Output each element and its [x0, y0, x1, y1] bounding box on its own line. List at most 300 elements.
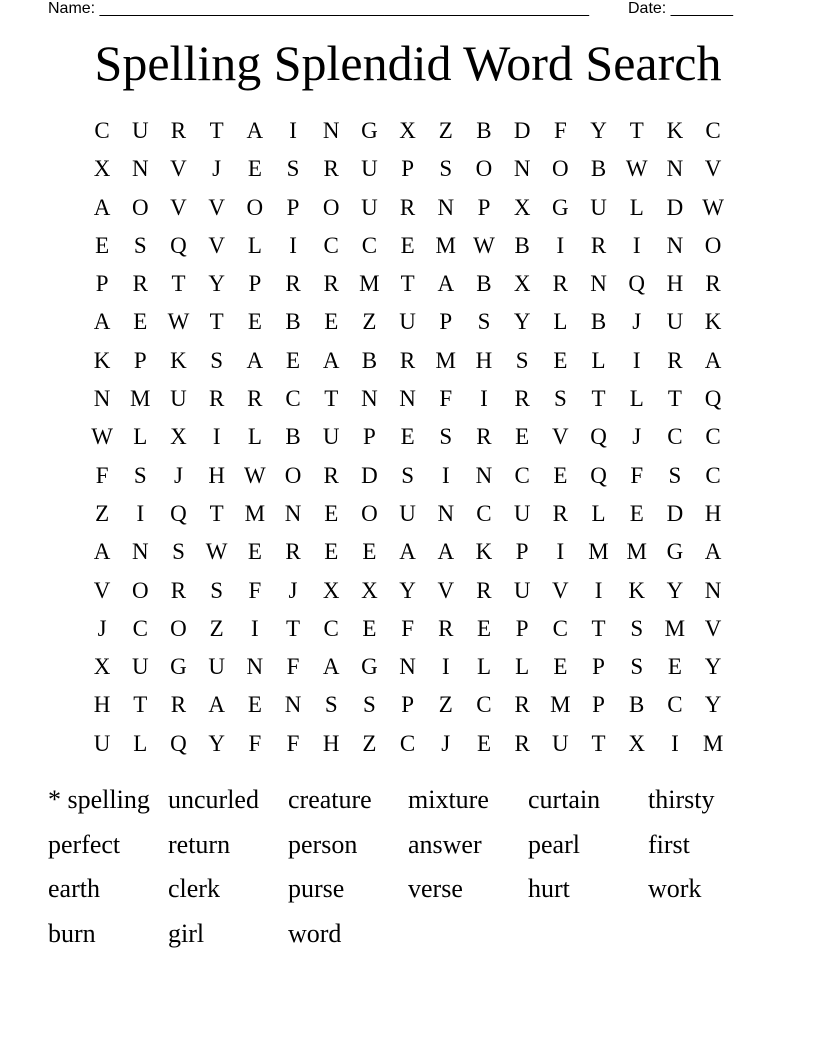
- grid-letter[interactable]: P: [286, 194, 300, 220]
- grid-letter[interactable]: I: [289, 118, 297, 143]
- grid-letter[interactable]: M: [130, 386, 151, 412]
- grid-letter[interactable]: V: [552, 424, 569, 450]
- grid-letter[interactable]: C: [667, 424, 683, 450]
- grid-letter[interactable]: G: [666, 539, 684, 565]
- grid-letter[interactable]: N: [131, 156, 149, 182]
- grid-letter[interactable]: O: [704, 232, 722, 258]
- grid-letter[interactable]: G: [361, 654, 378, 680]
- grid-letter[interactable]: H: [322, 730, 340, 756]
- grid-letter[interactable]: B: [514, 232, 530, 258]
- grid-letter[interactable]: T: [209, 118, 224, 143]
- grid-letter[interactable]: P: [401, 156, 414, 182]
- grid-letter[interactable]: X: [361, 577, 378, 603]
- grid-letter[interactable]: E: [362, 539, 377, 565]
- grid-letter[interactable]: L: [247, 424, 262, 450]
- grid-letter[interactable]: R: [552, 271, 569, 297]
- grid-letter[interactable]: S: [133, 462, 147, 488]
- grid-letter[interactable]: C: [705, 424, 721, 450]
- grid-letter[interactable]: E: [324, 500, 339, 526]
- grid-letter[interactable]: X: [513, 271, 531, 297]
- grid-letter[interactable]: L: [247, 232, 262, 258]
- grid-letter[interactable]: N: [131, 539, 149, 565]
- grid-letter[interactable]: Y: [704, 692, 722, 718]
- grid-letter[interactable]: R: [170, 118, 187, 143]
- grid-letter[interactable]: R: [590, 232, 607, 258]
- grid-letter[interactable]: C: [705, 462, 721, 488]
- grid-letter[interactable]: M: [435, 232, 456, 258]
- grid-letter[interactable]: M: [702, 730, 724, 756]
- grid-letter[interactable]: L: [133, 424, 148, 450]
- grid-letter[interactable]: T: [591, 730, 606, 756]
- grid-letter[interactable]: P: [477, 194, 491, 220]
- grid-letter[interactable]: N: [437, 194, 455, 220]
- grid-letter[interactable]: I: [212, 424, 221, 450]
- grid-letter[interactable]: Q: [704, 386, 722, 412]
- grid-letter[interactable]: R: [667, 347, 683, 373]
- grid-letter[interactable]: E: [324, 539, 339, 565]
- grid-letter[interactable]: R: [285, 539, 301, 565]
- grid-letter[interactable]: V: [208, 232, 225, 258]
- grid-letter[interactable]: G: [552, 194, 569, 220]
- grid-letter[interactable]: F: [95, 462, 109, 488]
- grid-letter[interactable]: C: [514, 462, 530, 488]
- word-list-item: pearl: [528, 829, 580, 859]
- grid-letter[interactable]: N: [475, 462, 493, 488]
- grid-letter[interactable]: M: [626, 539, 647, 565]
- grid-letter[interactable]: N: [513, 156, 531, 182]
- grid-letter[interactable]: O: [361, 500, 378, 526]
- grid-letter[interactable]: O: [170, 615, 187, 641]
- grid-letter[interactable]: M: [550, 692, 571, 718]
- grid-letter[interactable]: F: [248, 577, 262, 603]
- grid-letter[interactable]: R: [476, 424, 492, 450]
- grid-letter[interactable]: S: [286, 156, 300, 182]
- grid-letter[interactable]: R: [323, 462, 339, 488]
- grid-letter[interactable]: Y: [399, 577, 416, 603]
- grid-letter[interactable]: H: [208, 462, 225, 488]
- grid-letter[interactable]: Y: [590, 118, 607, 143]
- grid-letter[interactable]: C: [705, 118, 721, 143]
- grid-letter[interactable]: L: [591, 500, 606, 526]
- grid-letter[interactable]: W: [625, 156, 648, 182]
- grid-letter[interactable]: C: [476, 692, 492, 718]
- grid-letter[interactable]: T: [591, 386, 606, 412]
- grid-letter[interactable]: D: [666, 194, 684, 220]
- grid-letter[interactable]: R: [514, 730, 530, 756]
- grid-letter[interactable]: S: [439, 424, 453, 450]
- grid-letter[interactable]: E: [247, 539, 262, 565]
- grid-letter[interactable]: E: [400, 424, 415, 450]
- grid-letter[interactable]: C: [285, 386, 301, 412]
- grid-letter[interactable]: Q: [170, 500, 187, 526]
- grid-letter[interactable]: K: [475, 539, 493, 565]
- grid-letter[interactable]: Y: [666, 577, 684, 603]
- grid-letter[interactable]: J: [212, 156, 222, 182]
- grid-letter[interactable]: U: [552, 730, 569, 756]
- grid-letter[interactable]: I: [632, 232, 641, 258]
- grid-letter[interactable]: S: [210, 577, 224, 603]
- grid-letter[interactable]: W: [91, 424, 113, 450]
- grid-letter[interactable]: P: [401, 692, 414, 718]
- grid-letter[interactable]: L: [591, 347, 606, 373]
- grid-letter[interactable]: E: [476, 615, 491, 641]
- grid-letter[interactable]: F: [401, 615, 414, 641]
- grid-letter[interactable]: X: [399, 118, 416, 143]
- grid-letter[interactable]: O: [131, 194, 149, 220]
- grid-letter[interactable]: E: [629, 500, 644, 526]
- grid-letter[interactable]: V: [208, 194, 225, 220]
- grid-letter[interactable]: T: [209, 309, 224, 335]
- grid-letter[interactable]: Z: [438, 118, 453, 143]
- grid-letter[interactable]: R: [170, 577, 187, 603]
- grid-letter[interactable]: R: [476, 577, 492, 603]
- grid-letter[interactable]: T: [133, 692, 148, 718]
- grid-letter[interactable]: U: [131, 118, 149, 143]
- grid-letter[interactable]: P: [133, 347, 147, 373]
- grid-letter[interactable]: S: [363, 692, 376, 718]
- grid-letter[interactable]: R: [399, 347, 416, 373]
- grid-letter[interactable]: P: [515, 615, 529, 641]
- grid-letter[interactable]: T: [324, 386, 339, 412]
- grid-letter[interactable]: K: [628, 577, 646, 603]
- grid-letter[interactable]: H: [93, 692, 111, 718]
- grid-letter[interactable]: E: [247, 692, 262, 718]
- grid-letter[interactable]: Z: [95, 500, 110, 526]
- grid-letter[interactable]: R: [323, 156, 339, 182]
- grid-letter[interactable]: I: [480, 386, 488, 412]
- grid-letter[interactable]: M: [435, 347, 456, 373]
- grid-letter[interactable]: A: [208, 692, 225, 718]
- grid-letter[interactable]: L: [515, 654, 530, 680]
- grid-letter[interactable]: Z: [438, 692, 453, 718]
- grid-letter[interactable]: Y: [208, 271, 225, 297]
- grid-letter[interactable]: I: [632, 347, 641, 373]
- grid-letter[interactable]: K: [93, 347, 111, 373]
- grid-letter[interactable]: V: [170, 194, 187, 220]
- grid-letter[interactable]: X: [513, 194, 531, 220]
- grid-letter[interactable]: O: [131, 577, 149, 603]
- grid-letter[interactable]: A: [437, 271, 455, 297]
- grid-letter[interactable]: W: [205, 539, 228, 565]
- grid-letter[interactable]: J: [632, 309, 642, 335]
- grid-letter[interactable]: U: [131, 654, 149, 680]
- word-list-item: hurt: [528, 874, 570, 903]
- grid-letter[interactable]: Q: [628, 271, 646, 297]
- grid-letter[interactable]: H: [666, 271, 684, 297]
- grid-letter[interactable]: V: [437, 577, 455, 603]
- grid-letter[interactable]: N: [399, 654, 416, 680]
- grid-letter[interactable]: R: [323, 271, 339, 297]
- grid-letter[interactable]: E: [324, 309, 339, 335]
- grid-letter[interactable]: D: [666, 500, 684, 526]
- grid-letter[interactable]: E: [247, 309, 262, 335]
- grid-letter[interactable]: Q: [170, 730, 187, 756]
- grid-letter[interactable]: N: [590, 271, 607, 297]
- grid-letter[interactable]: N: [322, 118, 340, 143]
- word-list-item: purse: [288, 874, 345, 903]
- grid-letter[interactable]: U: [361, 194, 378, 220]
- grid-letter[interactable]: I: [289, 232, 297, 258]
- grid-letter[interactable]: V: [704, 156, 722, 182]
- grid-letter[interactable]: E: [400, 232, 415, 258]
- grid-letter[interactable]: L: [629, 194, 644, 220]
- grid-letter[interactable]: B: [285, 424, 301, 450]
- grid-letter[interactable]: Z: [209, 615, 224, 641]
- grid-letter[interactable]: N: [666, 156, 684, 182]
- grid-letter[interactable]: N: [246, 654, 264, 680]
- grid-letter[interactable]: T: [286, 615, 301, 641]
- grid-letter[interactable]: C: [399, 730, 416, 756]
- grid-letter[interactable]: N: [93, 386, 111, 412]
- grid-letter[interactable]: S: [668, 462, 682, 488]
- grid-letter[interactable]: S: [401, 462, 414, 488]
- grid-letter[interactable]: P: [592, 692, 605, 718]
- grid-letter[interactable]: E: [667, 654, 682, 680]
- grid-letter[interactable]: C: [361, 232, 378, 258]
- grid-letter[interactable]: B: [590, 309, 607, 335]
- grid-letter[interactable]: L: [476, 654, 491, 680]
- grid-letter[interactable]: W: [243, 462, 266, 488]
- word-list-item: clerk: [168, 874, 220, 903]
- grid-letter[interactable]: K: [666, 118, 684, 143]
- grid-letter[interactable]: S: [133, 232, 147, 258]
- grid-letter[interactable]: C: [552, 615, 569, 641]
- grid-letter[interactable]: T: [400, 271, 415, 297]
- grid-letter[interactable]: U: [513, 500, 531, 526]
- grid-letter[interactable]: B: [361, 347, 378, 373]
- grid-letter[interactable]: E: [553, 462, 568, 488]
- grid-letter[interactable]: I: [556, 232, 565, 258]
- grid-letter[interactable]: C: [323, 232, 339, 258]
- grid-letter[interactable]: A: [704, 539, 722, 565]
- grid-letter[interactable]: P: [439, 309, 453, 335]
- grid-letter[interactable]: U: [666, 309, 684, 335]
- grid-letter[interactable]: H: [704, 500, 722, 526]
- grid-letter[interactable]: V: [704, 615, 722, 641]
- grid-letter[interactable]: T: [591, 615, 606, 641]
- grid-letter[interactable]: C: [476, 500, 492, 526]
- grid-letter[interactable]: A: [246, 118, 264, 143]
- grid-letter[interactable]: O: [552, 156, 569, 182]
- grid-letter[interactable]: Z: [362, 309, 377, 335]
- grid-letter[interactable]: G: [361, 118, 378, 143]
- grid-letter[interactable]: U: [513, 577, 531, 603]
- grid-letter[interactable]: M: [664, 615, 686, 641]
- grid-letter[interactable]: B: [476, 118, 492, 143]
- grid-letter[interactable]: C: [323, 615, 339, 641]
- grid-letter[interactable]: S: [553, 386, 567, 412]
- grid-letter[interactable]: S: [439, 156, 453, 182]
- grid-letter[interactable]: J: [173, 462, 183, 488]
- grid-letter[interactable]: E: [133, 309, 148, 335]
- grid-letter[interactable]: Q: [170, 232, 187, 258]
- grid-letter[interactable]: N: [704, 577, 722, 603]
- grid-letter[interactable]: E: [95, 232, 110, 258]
- grid-letter[interactable]: S: [630, 615, 644, 641]
- grid-letter[interactable]: U: [322, 424, 340, 450]
- grid-letter[interactable]: F: [248, 730, 262, 756]
- grid-letter[interactable]: C: [132, 615, 148, 641]
- grid-letter[interactable]: B: [590, 156, 607, 182]
- grid-letter[interactable]: D: [361, 462, 378, 488]
- grid-letter[interactable]: M: [244, 500, 266, 526]
- grid-letter[interactable]: G: [170, 654, 187, 680]
- grid-letter[interactable]: R: [247, 386, 263, 412]
- grid-letter[interactable]: Y: [208, 730, 225, 756]
- grid-letter[interactable]: D: [513, 118, 531, 143]
- grid-letter[interactable]: X: [628, 730, 646, 756]
- grid-letter[interactable]: A: [93, 309, 111, 335]
- grid-letter[interactable]: W: [702, 194, 724, 220]
- grid-letter[interactable]: I: [671, 730, 679, 756]
- grid-letter[interactable]: P: [592, 654, 605, 680]
- grid-letter[interactable]: U: [399, 309, 416, 335]
- grid-letter[interactable]: Q: [590, 462, 607, 488]
- grid-letter[interactable]: X: [322, 577, 340, 603]
- grid-letter[interactable]: E: [476, 730, 491, 756]
- grid-letter[interactable]: T: [209, 500, 224, 526]
- grid-letter[interactable]: U: [590, 194, 607, 220]
- grid-letter[interactable]: T: [171, 271, 186, 297]
- grid-letter[interactable]: J: [97, 615, 107, 641]
- grid-letter[interactable]: I: [136, 500, 145, 526]
- grid-letter[interactable]: R: [514, 692, 530, 718]
- grid-letter[interactable]: S: [210, 347, 224, 373]
- grid-letter[interactable]: R: [399, 194, 416, 220]
- grid-letter[interactable]: N: [284, 692, 302, 718]
- grid-letter[interactable]: N: [284, 500, 302, 526]
- grid-letter[interactable]: E: [247, 156, 262, 182]
- grid-letter[interactable]: A: [704, 347, 722, 373]
- grid-letter[interactable]: V: [552, 577, 569, 603]
- grid-letter[interactable]: A: [93, 539, 111, 565]
- grid-letter[interactable]: P: [515, 539, 529, 565]
- grid-letter[interactable]: R: [170, 692, 187, 718]
- grid-letter[interactable]: O: [246, 194, 264, 220]
- grid-letter[interactable]: S: [172, 539, 185, 565]
- grid-letter[interactable]: S: [324, 692, 338, 718]
- grid-letter[interactable]: I: [594, 577, 603, 603]
- grid-letter[interactable]: Q: [590, 424, 607, 450]
- grid-letter[interactable]: A: [246, 347, 264, 373]
- grid-letter[interactable]: O: [284, 462, 302, 488]
- word-list-item: work: [648, 874, 702, 903]
- grid-letter[interactable]: I: [441, 462, 450, 488]
- grid-letter[interactable]: E: [515, 424, 530, 450]
- name-field-label[interactable]: Name: _______________________________________________________: [48, 0, 589, 17]
- grid-letter[interactable]: V: [170, 156, 187, 182]
- grid-letter[interactable]: B: [285, 309, 301, 335]
- grid-letter[interactable]: A: [93, 194, 111, 220]
- grid-letter[interactable]: R: [514, 386, 530, 412]
- grid-letter[interactable]: V: [93, 577, 111, 603]
- grid-letter[interactable]: A: [399, 539, 416, 565]
- grid-letter[interactable]: S: [515, 347, 529, 373]
- grid-letter[interactable]: M: [588, 539, 609, 565]
- grid-letter[interactable]: A: [322, 347, 340, 373]
- grid-letter[interactable]: O: [322, 194, 340, 220]
- grid-letter[interactable]: R: [132, 271, 148, 297]
- grid-letter[interactable]: C: [94, 118, 110, 143]
- grid-letter[interactable]: T: [629, 118, 644, 143]
- grid-letter[interactable]: U: [361, 156, 378, 182]
- grid-letter[interactable]: U: [93, 730, 111, 756]
- grid-letter[interactable]: I: [251, 615, 259, 641]
- grid-letter[interactable]: J: [288, 577, 298, 603]
- grid-letter[interactable]: N: [437, 500, 455, 526]
- grid-letter[interactable]: P: [95, 271, 109, 297]
- grid-letter[interactable]: X: [93, 156, 111, 182]
- grid-letter[interactable]: R: [552, 500, 569, 526]
- word-list: [48, 780, 768, 958]
- grid-letter[interactable]: F: [630, 462, 644, 488]
- grid-letter[interactable]: H: [475, 347, 493, 373]
- grid-letter[interactable]: F: [439, 386, 453, 412]
- word-list-item: burn: [48, 918, 96, 948]
- grid-letter[interactable]: B: [476, 271, 492, 297]
- word-list-item: answer: [408, 829, 482, 859]
- grid-letter[interactable]: C: [667, 692, 683, 718]
- grid-letter[interactable]: R: [438, 615, 454, 641]
- grid-letter[interactable]: L: [133, 730, 148, 756]
- grid-letter[interactable]: O: [475, 156, 493, 182]
- grid-letter[interactable]: U: [170, 386, 187, 412]
- grid-letter[interactable]: Y: [513, 309, 531, 335]
- grid-letter[interactable]: J: [632, 424, 642, 450]
- grid-letter[interactable]: K: [704, 309, 722, 335]
- grid-letter[interactable]: L: [553, 309, 568, 335]
- grid-letter[interactable]: M: [359, 271, 380, 297]
- grid-letter[interactable]: X: [170, 424, 187, 450]
- grid-letter[interactable]: I: [556, 539, 565, 565]
- grid-letter[interactable]: I: [441, 654, 450, 680]
- grid-letter[interactable]: A: [437, 539, 455, 565]
- grid-letter[interactable]: R: [705, 271, 721, 297]
- grid-letter[interactable]: J: [441, 730, 451, 756]
- grid-letter[interactable]: R: [285, 271, 301, 297]
- grid-letter[interactable]: N: [361, 386, 378, 412]
- grid-letter[interactable]: B: [629, 692, 645, 718]
- grid-letter[interactable]: N: [399, 386, 416, 412]
- grid-letter[interactable]: F: [553, 118, 567, 143]
- grid-letter[interactable]: E: [286, 347, 301, 373]
- grid-letter[interactable]: P: [363, 424, 376, 450]
- grid-letter[interactable]: N: [666, 232, 684, 258]
- grid-letter[interactable]: U: [208, 654, 225, 680]
- grid-letter[interactable]: W: [473, 232, 495, 258]
- grid-letter[interactable]: E: [362, 615, 377, 641]
- grid-letter[interactable]: Y: [704, 654, 722, 680]
- grid-letter[interactable]: S: [477, 309, 491, 335]
- word-list-item: perfect: [48, 829, 121, 859]
- grid-letter[interactable]: R: [208, 386, 225, 412]
- grid-letter[interactable]: A: [322, 654, 340, 680]
- grid-letter[interactable]: E: [553, 654, 568, 680]
- grid-letter[interactable]: E: [553, 347, 568, 373]
- grid-letter[interactable]: X: [93, 654, 111, 680]
- grid-letter[interactable]: F: [286, 730, 300, 756]
- date-field-label[interactable]: Date: _______: [628, 0, 733, 17]
- grid-letter[interactable]: U: [399, 500, 416, 526]
- grid-letter[interactable]: K: [170, 347, 187, 373]
- grid-letter[interactable]: L: [629, 386, 644, 412]
- grid-letter[interactable]: T: [667, 386, 682, 412]
- grid-letter[interactable]: P: [248, 271, 262, 297]
- grid-letter[interactable]: S: [630, 654, 644, 680]
- grid-letter[interactable]: W: [167, 309, 190, 335]
- grid-letter[interactable]: Z: [362, 730, 377, 756]
- grid-letter[interactable]: F: [286, 654, 300, 680]
